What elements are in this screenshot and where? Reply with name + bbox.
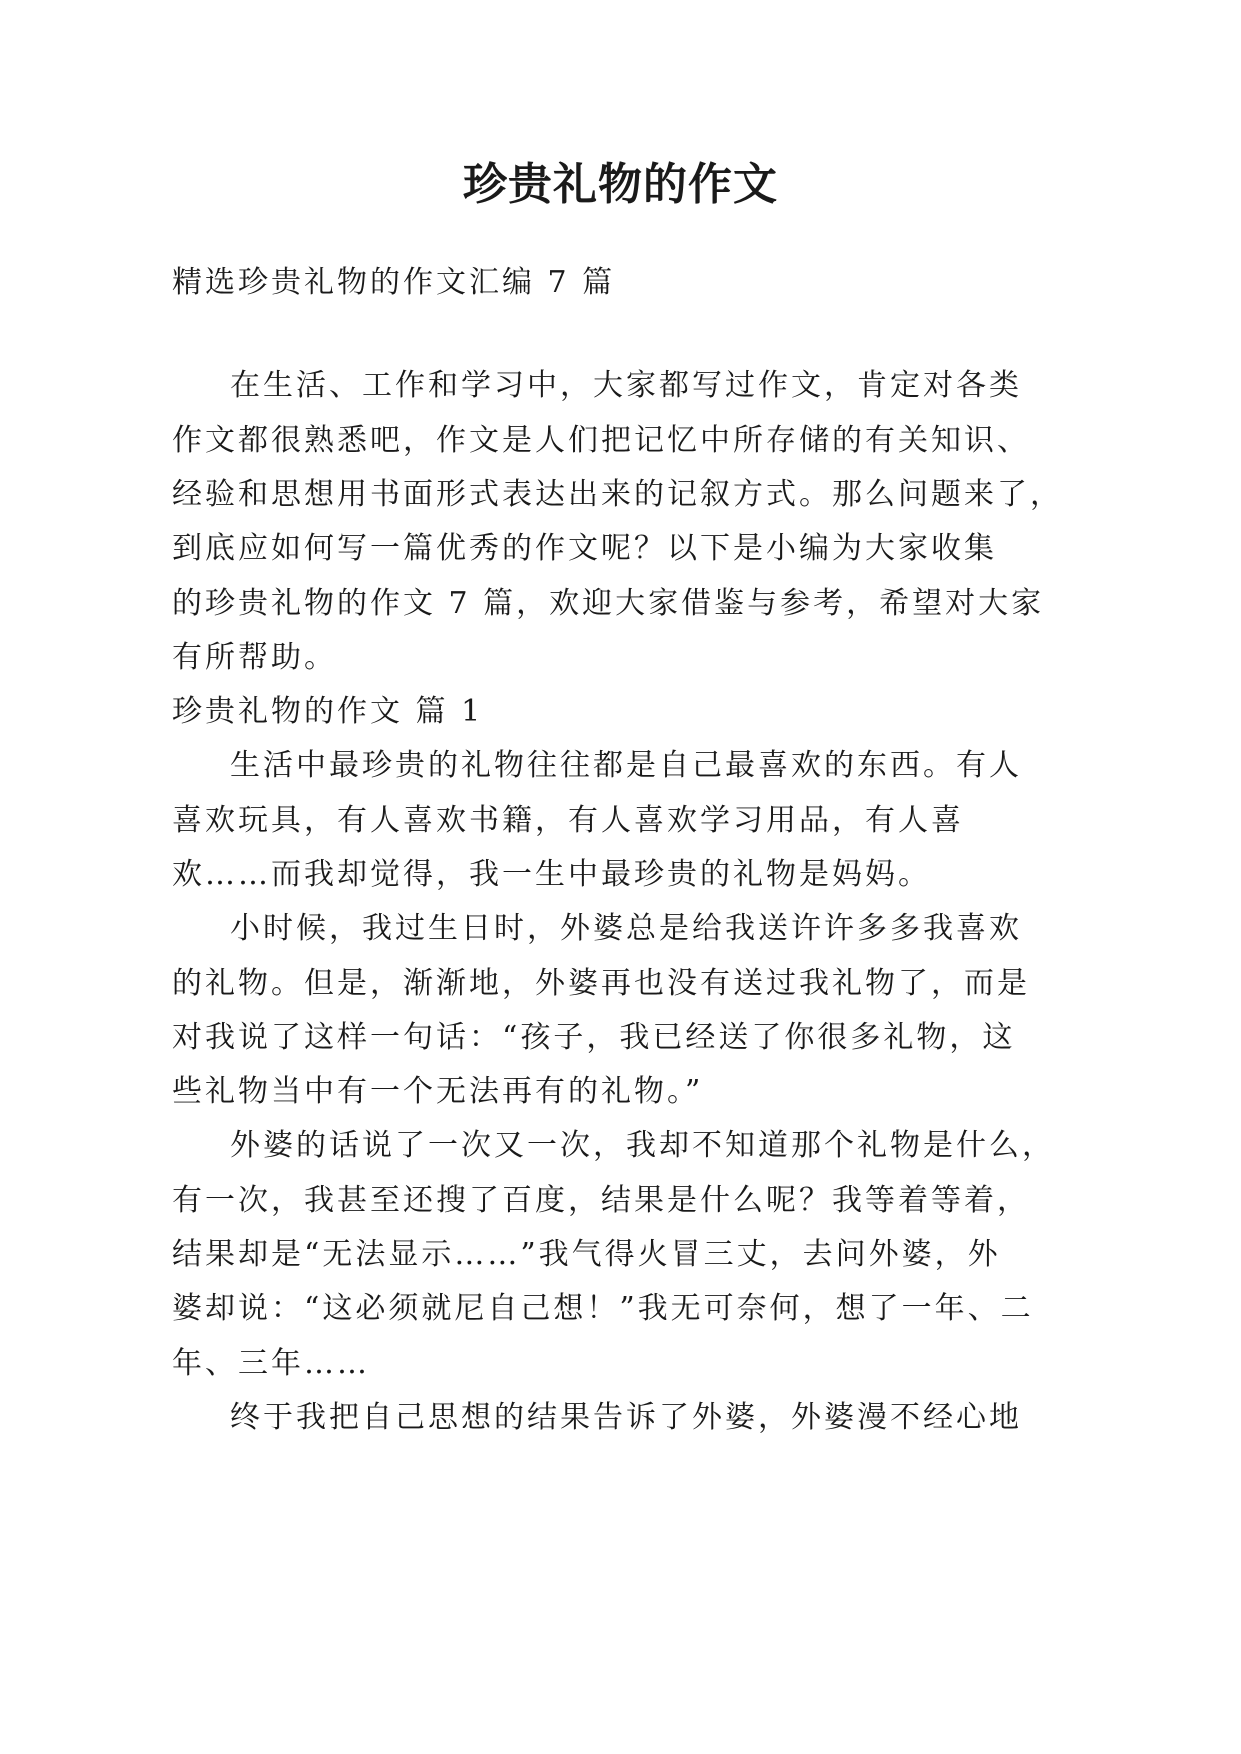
body-line: 小时候，我过生日时，外婆总是给我送许许多多我喜欢 bbox=[230, 911, 1022, 946]
body-line: 些礼物当中有一个无法再有的礼物。” bbox=[172, 1074, 704, 1109]
body-line: 终于我把自己思想的结果告诉了外婆，外婆漫不经心地 bbox=[230, 1400, 1022, 1435]
body-line: 年、三年…… bbox=[172, 1346, 370, 1381]
document-subtitle: 精选珍贵礼物的作文汇编 7 篇 bbox=[172, 265, 616, 300]
body-line: 作文都很熟悉吧，作文是人们把记忆中所存储的有关知识、 bbox=[172, 423, 1030, 458]
body-line: 的礼物。但是，渐渐地，外婆再也没有送过我礼物了，而是 bbox=[172, 966, 1030, 1001]
body-line: 在生活、工作和学习中，大家都写过作文，肯定对各类 bbox=[230, 368, 1022, 403]
section-heading: 珍贵礼物的作文 篇 1 bbox=[172, 694, 484, 729]
body-line: 欢……而我却觉得，我一生中最珍贵的礼物是妈妈。 bbox=[172, 857, 931, 892]
body-line: 的珍贵礼物的作文 7 篇，欢迎大家借鉴与参考，希望对大家 bbox=[172, 586, 1045, 621]
body-line: 到底应如何写一篇优秀的作文呢？以下是小编为大家收集 bbox=[172, 531, 997, 566]
body-line: 生活中最珍贵的礼物往往都是自己最喜欢的东西。有人 bbox=[230, 748, 1022, 783]
body-line: 婆却说：“这必须就尼自己想！”我无可奈何，想了一年、二 bbox=[172, 1291, 1034, 1326]
body-line: 外婆的话说了一次又一次，我却不知道那个礼物是什么， bbox=[230, 1128, 1055, 1163]
document-title: 珍贵礼物的作文 bbox=[463, 159, 778, 210]
body-line: 结果却是“无法显示……”我气得火冒三丈，去问外婆，外 bbox=[172, 1237, 1001, 1272]
body-line: 对我说了这样一句话：“孩子，我已经送了你很多礼物，这 bbox=[172, 1020, 1016, 1055]
body-line: 喜欢玩具，有人喜欢书籍，有人喜欢学习用品，有人喜 bbox=[172, 803, 964, 838]
body-line: 有一次，我甚至还搜了百度，结果是什么呢？我等着等着， bbox=[172, 1183, 1030, 1218]
body-line: 有所帮助。 bbox=[172, 640, 337, 675]
body-line: 经验和思想用书面形式表达出来的记叙方式。那么问题来了， bbox=[172, 477, 1063, 512]
